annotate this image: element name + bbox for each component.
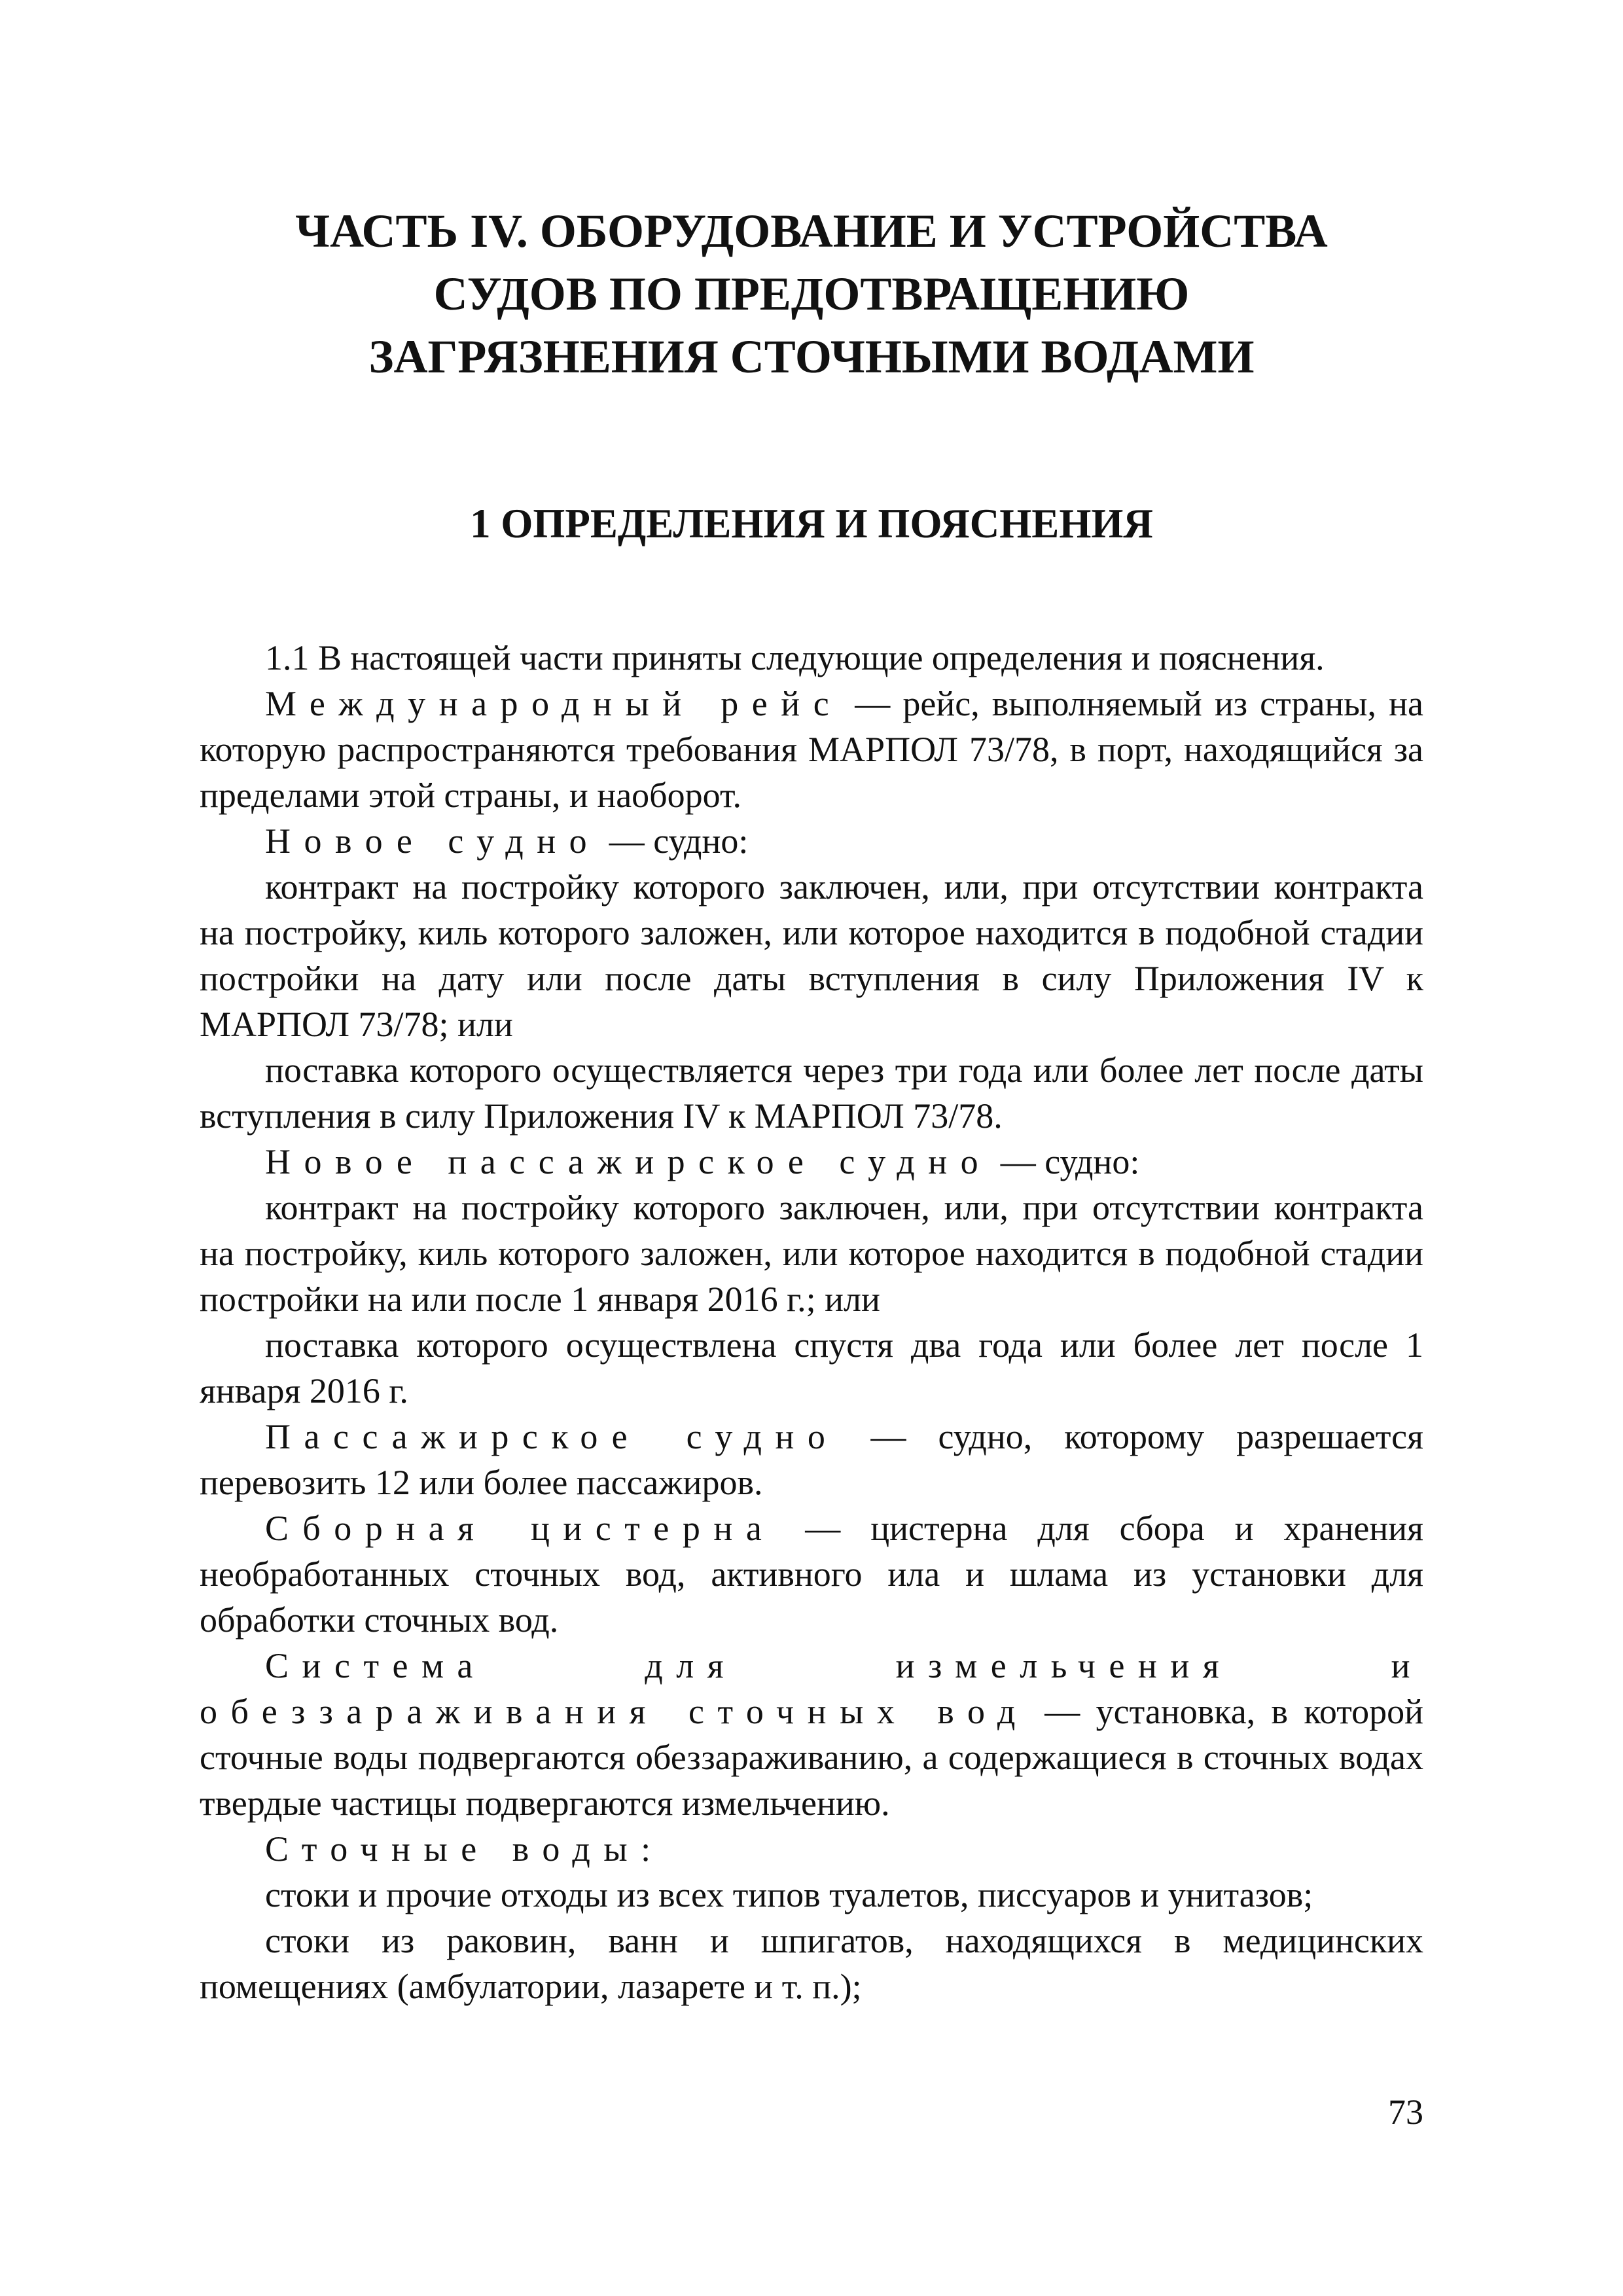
- part-title-line-3: ЗАГРЯЗНЕНИЯ СТОЧНЫМИ ВОДАМИ: [368, 331, 1255, 383]
- paragraph-intro: 1.1 В настоящей части приняты следующие определения и пояснения.: [265, 638, 1325, 677]
- definition-text: — установка, в которой сточные воды подвергаются обеззараживанию, а содержащиеся в сточных водах твердые частицы подвергаются измельчению.: [200, 1692, 1423, 1823]
- definition-passenger-ship: [200, 1414, 1423, 1505]
- paragraph: контракт на постройку которого заключен, или, при отсутствии контракта на постройку, киль которого заложен, или которое находится в подобной стадии постройки на дату или после даты вступления в силу Приложения IV к МАРПОЛ 73/78; или: [200, 867, 1423, 1044]
- page-number: 73: [1388, 2092, 1423, 2132]
- definition-comminuting-disinfecting-system: [200, 1643, 1423, 1826]
- definition-text: — судно, которому разрешается перевозить 12 или более пассажиров.: [200, 1417, 1423, 1502]
- paragraph: поставка которого осуществлена спустя два года или более лет после 1 января 2016 г.: [200, 1325, 1423, 1410]
- term-label: Сборная цистерна: [265, 1509, 776, 1548]
- definition-text: — рейс, выполняемый из страны, на которую распространяются требования МАРПОЛ 73/78, в порт, находящийся за пределами этой страны, и наоборот.: [200, 684, 1423, 815]
- term-label: Международный рейс: [265, 684, 843, 723]
- term-label: Новое судно: [265, 821, 601, 861]
- definition-text: — цистерна для сбора и хранения необработанных сточных вод, активного ила и шлама из установки для обработки сточных вод.: [200, 1509, 1423, 1640]
- definition-new-passenger-ship: [200, 1139, 1423, 1185]
- term-label: Пассажирское судно: [265, 1417, 839, 1456]
- term-label: Система для измельчения и обеззараживания сточных вод: [200, 1646, 1423, 1731]
- paragraph: контракт на постройку которого заключен, или, при отсутствии контракта на постройку, киль которого заложен, или которое находится в подобной стадии постройки на или после 1 января 2016 г.; или: [200, 1188, 1423, 1319]
- part-title-line-2: СУДОВ ПО ПРЕДОТВРАЩЕНИЮ: [433, 268, 1190, 320]
- paragraph: поставка которого осуществляется через три года или более лет после даты вступления в силу Приложения IV к МАРПОЛ 73/78.: [200, 1050, 1423, 1136]
- definition-sewage: [200, 1826, 1423, 1872]
- part-title: [196, 200, 1427, 388]
- definition-holding-tank: [200, 1505, 1423, 1643]
- paragraph: стоки и прочие отходы из всех типов туалетов, писсуаров и унитазов;: [265, 1875, 1313, 1914]
- definition-new-ship: [200, 818, 1423, 864]
- paragraph: стоки из раковин, ванн и шпигатов, находящихся в медицинских помещениях (амбулатории, лазарете и т. п.);: [200, 1921, 1423, 2006]
- part-title-line-1: ЧАСТЬ IV. ОБОРУДОВАНИЕ И УСТРОЙСТВА: [295, 205, 1328, 257]
- term-label: Сточные воды:: [265, 1829, 664, 1869]
- definition-text: — судно:: [991, 1142, 1140, 1181]
- definition-text: — судно:: [600, 821, 749, 861]
- definition-international-voyage: [200, 681, 1423, 818]
- body-text: [200, 635, 1423, 2009]
- section-title: 1 ОПРЕДЕЛЕНИЯ И ПОЯСНЕНИЯ: [470, 501, 1153, 547]
- term-label: Новое пассажирское судно: [265, 1142, 992, 1181]
